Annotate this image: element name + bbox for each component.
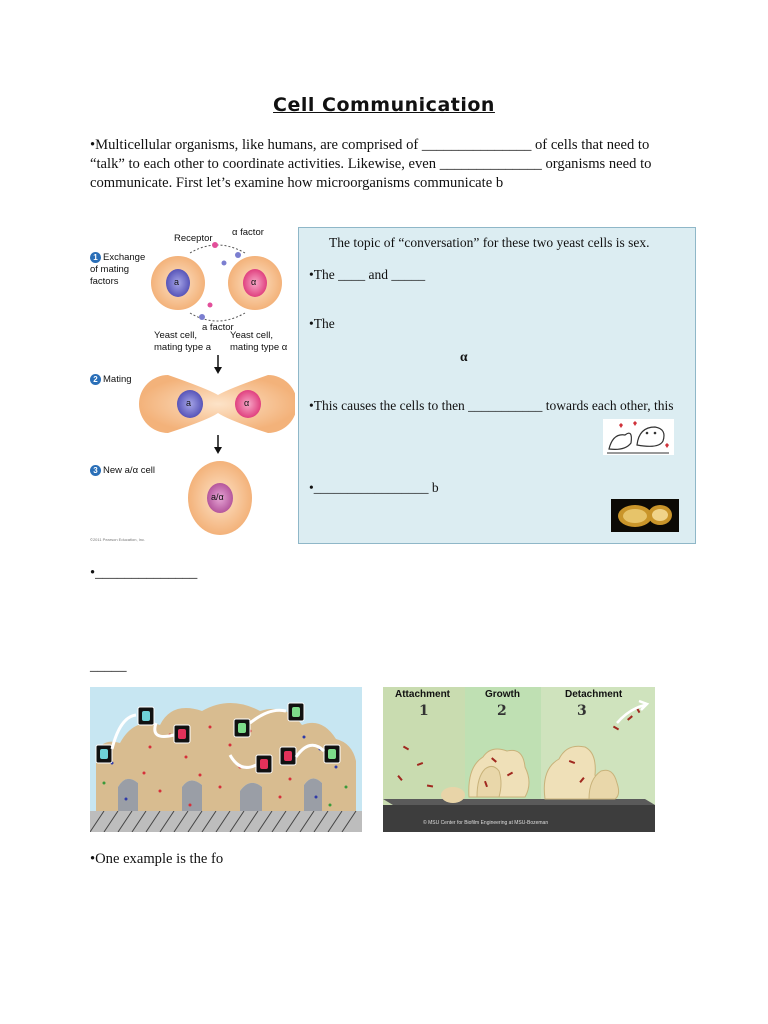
yeast-mating-figure xyxy=(90,225,295,545)
box-line-last: •_________________ b xyxy=(309,480,439,495)
step-2-number: 2 xyxy=(90,374,101,385)
figure-copyright: ©2011 Pearson Education, Inc. xyxy=(90,537,146,542)
budding-yeast-photo xyxy=(611,499,679,532)
step-1-number: 1 xyxy=(90,252,101,263)
bullet-blank: •______________ xyxy=(90,565,198,581)
diploid-letters: a/α xyxy=(211,492,224,502)
biofilm-credit: © MSU Center for Biofilm Engineering at MSU-Bozeman xyxy=(423,820,549,826)
stage-3-number: 3 xyxy=(577,703,587,719)
step-3-label: 3 New a/α cell xyxy=(90,465,155,476)
box-alpha-symbol: α xyxy=(460,349,468,364)
stage-2-number: 2 xyxy=(497,703,507,719)
alpha-factor-label: α factor xyxy=(232,227,264,238)
page-title: Cell Communication xyxy=(273,94,495,116)
quorum-sensing-illustration xyxy=(90,687,362,832)
step-3-number: 3 xyxy=(90,465,101,476)
mating-cartoon-image xyxy=(603,419,674,455)
biofilm-stages-illustration xyxy=(383,687,655,832)
fuse-a-letter: a xyxy=(186,398,192,408)
fuse-alpha-letter: α xyxy=(244,398,250,408)
box-heading: The topic of “conversation” for these two yeast cells is sex. xyxy=(329,235,650,250)
a-factor-label: a factor xyxy=(202,322,234,333)
box-line-the-1: •The ____ and _____ xyxy=(309,267,426,282)
step-2-label: 2 Mating xyxy=(90,374,132,385)
example-line: •One example is the fo xyxy=(90,851,224,867)
stage-1-number: 1 xyxy=(419,703,429,719)
attachment-label: Attachment xyxy=(395,689,451,700)
fusing-cells xyxy=(139,375,295,433)
box-line-causes: •This causes the cells to then ___________ towards each other, this xyxy=(309,398,674,413)
short-blank: _____ xyxy=(90,658,127,674)
growth-label: Growth xyxy=(485,689,520,700)
yeast-alpha-label: Yeast cell, mating type α xyxy=(230,330,288,353)
yeast-conversation-box xyxy=(298,227,696,544)
intro-line-1: •Multicellular organisms, like humans, are comprised of _______________ of cells that need to xyxy=(90,137,650,153)
receptor-label: Receptor xyxy=(174,233,213,244)
detachment-label: Detachment xyxy=(565,689,623,700)
yeast-a-label: Yeast cell, mating type a xyxy=(154,330,212,353)
intro-line-3: communicate. First let’s examine how microorganisms communicate b xyxy=(90,175,504,191)
cell-a-letter: a xyxy=(174,277,180,287)
box-line-the-2: •The xyxy=(309,316,335,331)
intro-line-2: “talk” to each other to coordinate activities. Likewise, even ______________ organisms need to xyxy=(90,156,652,172)
cell-alpha-letter: α xyxy=(251,277,257,287)
step-1-label: 1 Exchange of mating factors xyxy=(90,252,146,287)
intro-paragraph xyxy=(90,136,690,193)
